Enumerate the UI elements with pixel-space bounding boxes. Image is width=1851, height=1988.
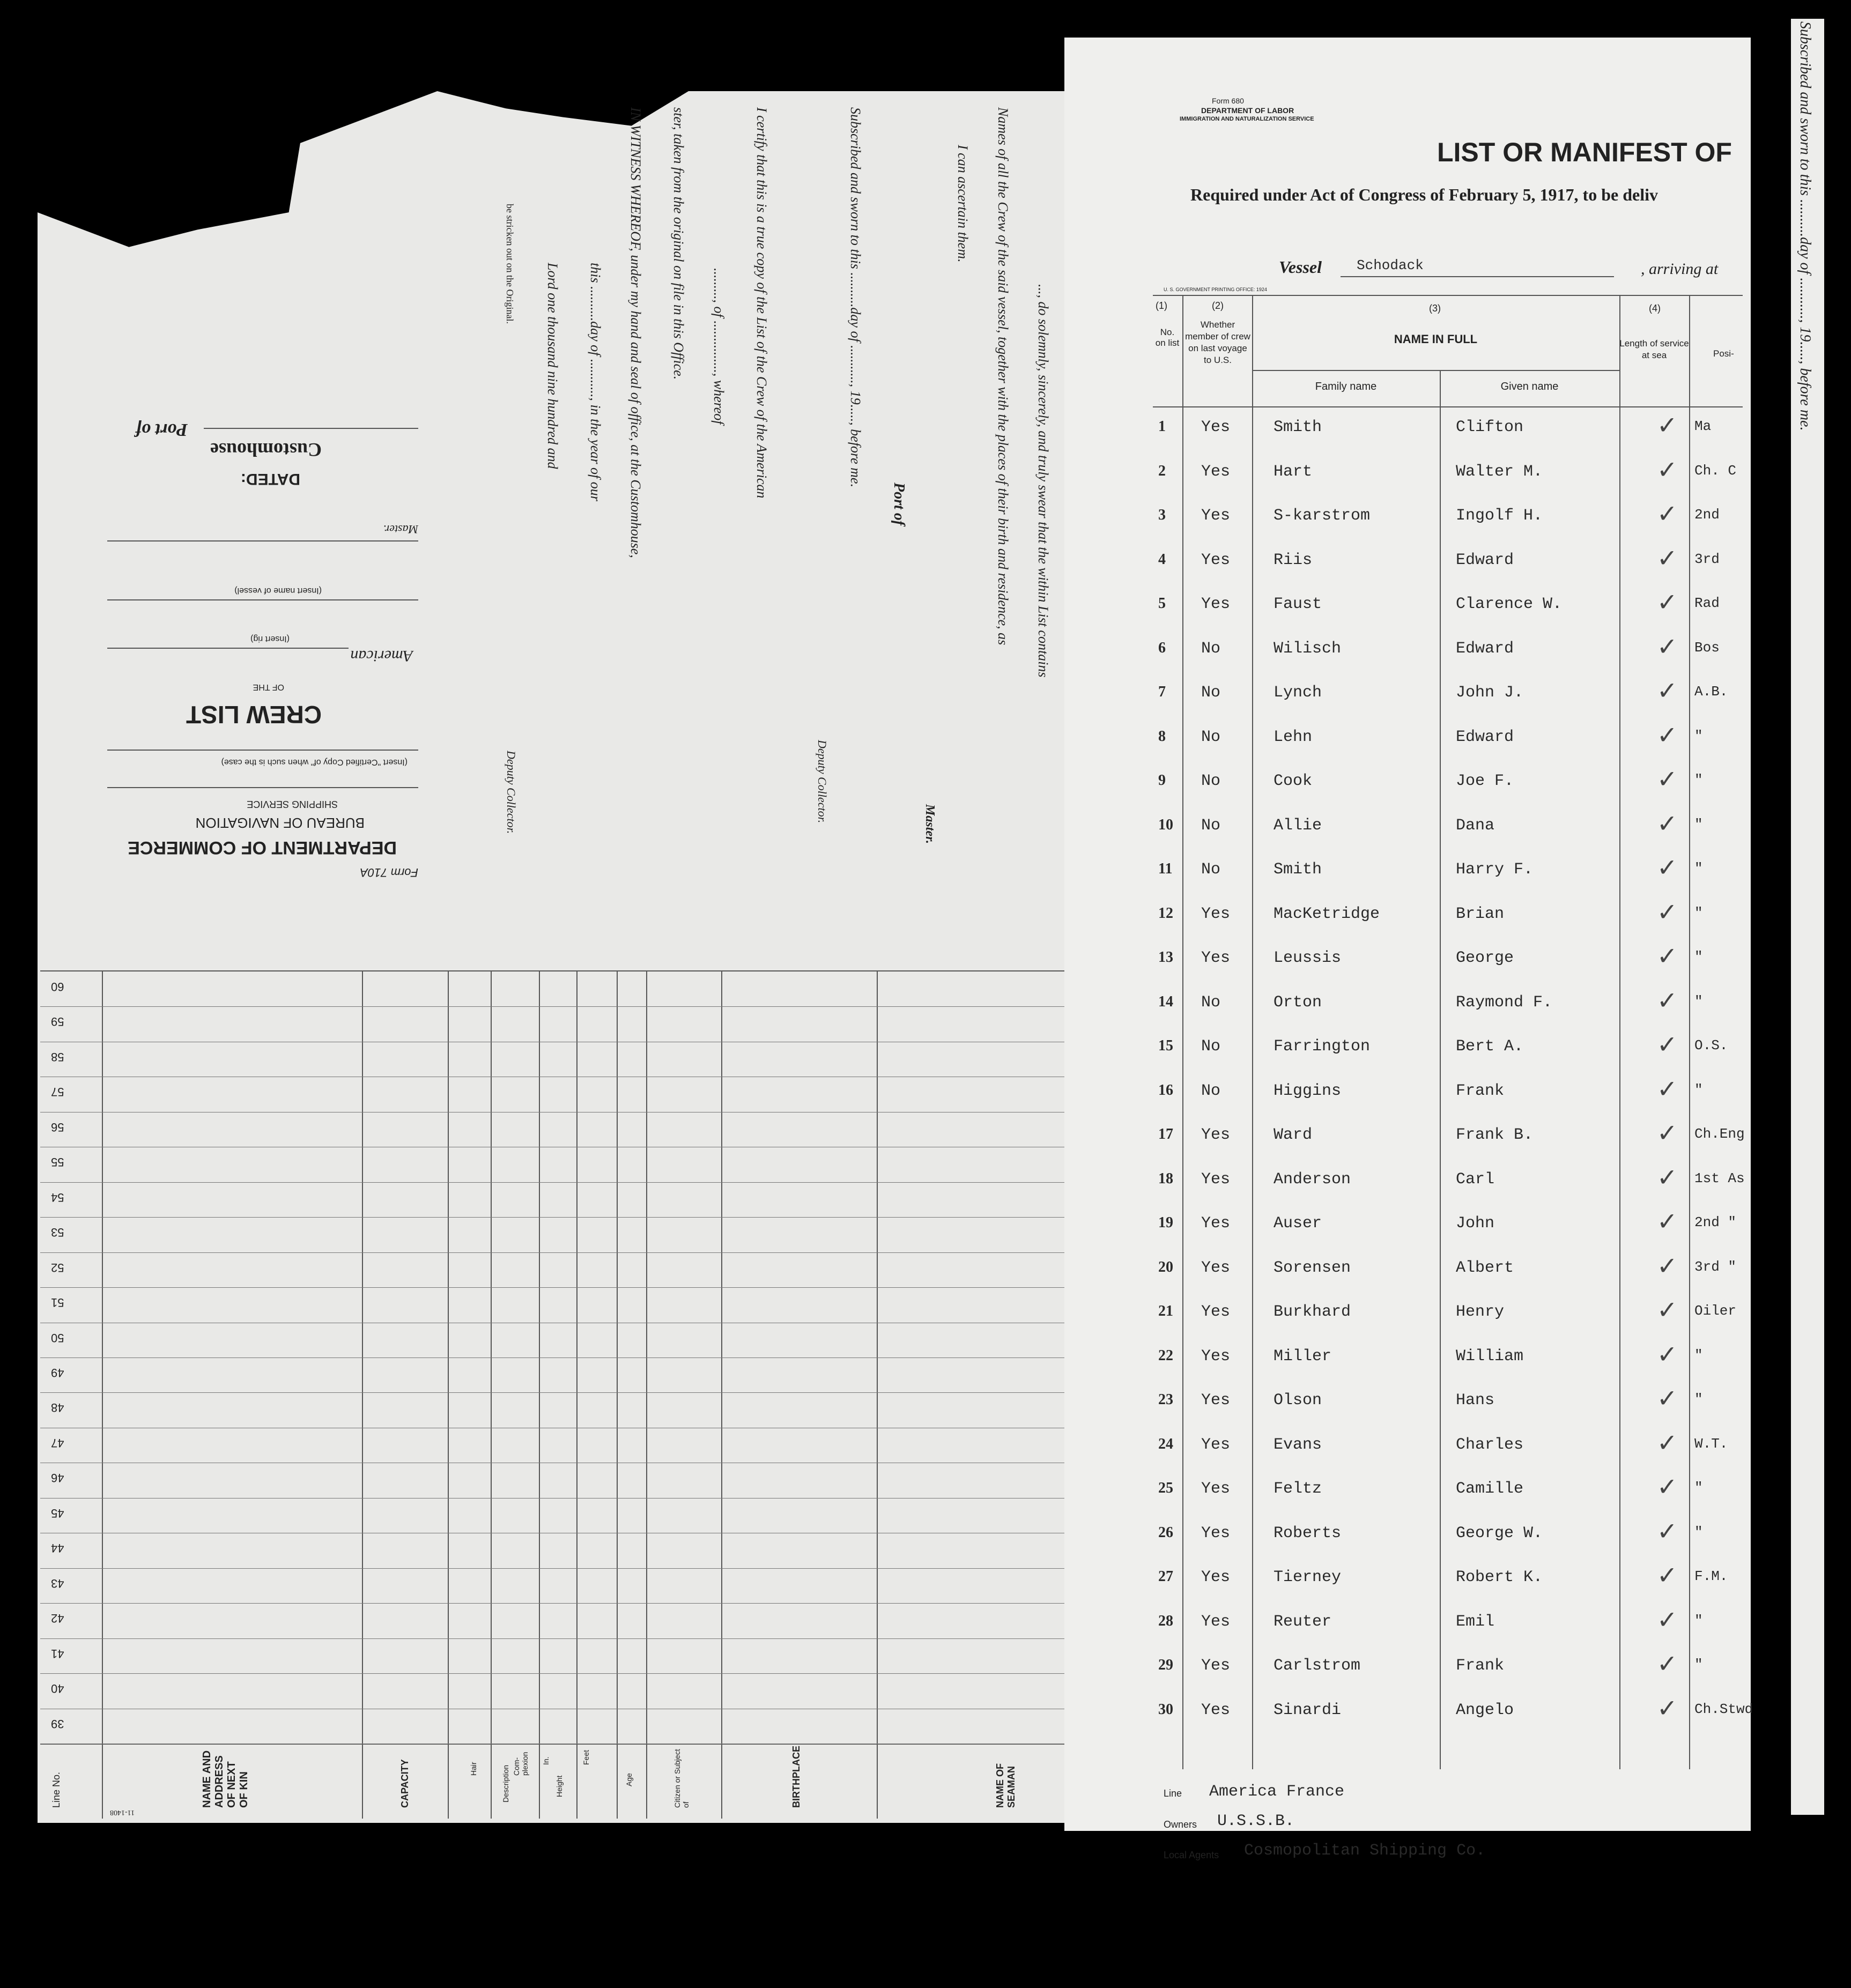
- row-given-name: Frank: [1456, 1082, 1505, 1100]
- row-family-name: Roberts: [1274, 1524, 1342, 1542]
- cert-line-5: ........., of ..............., whereof: [711, 268, 727, 425]
- manifest-title: LIST OR MANIFEST OF: [1437, 137, 1732, 167]
- checkmark-icon: ✓: [1657, 1030, 1678, 1059]
- hdr-feet: Feet: [582, 1749, 590, 1765]
- row-family-name: Farrington: [1274, 1037, 1371, 1056]
- row-position: Bos: [1694, 640, 1720, 656]
- row-given-name: Edward: [1456, 551, 1514, 569]
- left-line-number: 57: [51, 1085, 64, 1099]
- row-last-voyage: No: [1201, 684, 1221, 702]
- manifest-footer: [1158, 1775, 1748, 1860]
- cover-dated: DATED:: [240, 470, 300, 488]
- row-last-voyage: No: [1201, 640, 1221, 658]
- left-row-line: [40, 1006, 1145, 1007]
- row-number: 2: [1158, 463, 1166, 479]
- row-family-name: Wilisch: [1274, 640, 1342, 658]
- master-2: Master.: [923, 804, 937, 844]
- stricken-note: be stricken out on the Original.: [505, 204, 515, 324]
- left-line-number: 55: [51, 1155, 64, 1169]
- row-number: 9: [1158, 772, 1166, 789]
- row-given-name: Clifton: [1456, 418, 1524, 436]
- cover-master: Master.: [383, 523, 418, 536]
- row-number: 22: [1158, 1347, 1173, 1364]
- line-label: Line: [1164, 1788, 1182, 1799]
- row-number: 20: [1158, 1259, 1173, 1275]
- checkmark-icon: ✓: [1657, 632, 1678, 661]
- row-last-voyage: No: [1201, 772, 1221, 790]
- cover-insert-certified: (Insert "Certified Copy of" when such is the case): [221, 758, 408, 767]
- cert-line-3: IN WITNESS WHEREOF, under my hand and seal of office, at the Customhouse,: [628, 107, 643, 558]
- checkmark-icon: ✓: [1657, 1517, 1678, 1546]
- row-number: 6: [1158, 640, 1166, 656]
- left-row-line: [40, 1217, 1145, 1218]
- row-family-name: Smith: [1274, 418, 1322, 436]
- left-line-number: 51: [51, 1296, 64, 1309]
- row-given-name: John: [1456, 1214, 1495, 1233]
- row-family-name: Cook: [1274, 772, 1313, 790]
- row-family-name: Leussis: [1274, 949, 1342, 967]
- checkmark-icon: ✓: [1657, 1251, 1678, 1280]
- row-position: ": [1694, 772, 1703, 788]
- row-position: ": [1694, 1657, 1703, 1673]
- row-given-name: Albert: [1456, 1259, 1514, 1277]
- row-family-name: Carlstrom: [1274, 1657, 1361, 1675]
- left-row-line: [40, 1182, 1145, 1183]
- left-line-number: 40: [51, 1682, 64, 1695]
- row-given-name: Henry: [1456, 1303, 1505, 1321]
- left-line-number: 43: [51, 1577, 64, 1590]
- row-family-name: Higgins: [1274, 1082, 1342, 1100]
- row-given-name: Emil: [1456, 1613, 1495, 1631]
- row-given-name: Raymond F.: [1456, 993, 1553, 1012]
- row-family-name: Lehn: [1274, 728, 1313, 746]
- cert-line-6: I certify that this is a true copy of the List of the Crew of the American: [754, 107, 769, 499]
- col-given-name: Given name: [1500, 381, 1559, 392]
- owners-value: U.S.S.B.: [1217, 1812, 1295, 1830]
- row-number: 14: [1158, 993, 1173, 1010]
- left-line-number: 54: [51, 1191, 64, 1204]
- row-position: ": [1694, 728, 1703, 744]
- row-last-voyage: No: [1201, 728, 1221, 746]
- row-given-name: George W.: [1456, 1524, 1543, 1542]
- row-position: 2nd: [1694, 507, 1720, 523]
- left-line-number: 56: [51, 1121, 64, 1134]
- row-number: 12: [1158, 905, 1173, 922]
- cover-insert-name: (Insert name of vessel): [234, 586, 322, 595]
- row-last-voyage: Yes: [1201, 1436, 1231, 1454]
- left-row-line: [40, 1673, 1145, 1674]
- row-family-name: Miller: [1274, 1347, 1332, 1366]
- cover-crew-list: CREW LIST: [186, 701, 322, 729]
- vessel-name: Schodack: [1357, 257, 1424, 273]
- left-row-line: [40, 1252, 1145, 1253]
- manifest-table: [1153, 295, 1753, 1769]
- row-family-name: Riis: [1274, 551, 1313, 569]
- col-no-on-list: No. on list: [1155, 327, 1180, 348]
- row-number: 10: [1158, 817, 1173, 833]
- row-last-voyage: Yes: [1201, 551, 1231, 569]
- row-number: 15: [1158, 1037, 1173, 1054]
- checkmark-icon: ✓: [1657, 765, 1678, 793]
- manifest-immigration: IMMIGRATION AND NATURALIZATION SERVICE: [1180, 116, 1314, 122]
- row-last-voyage: Yes: [1201, 1259, 1231, 1277]
- row-given-name: Frank B.: [1456, 1126, 1534, 1144]
- left-line-number: 45: [51, 1507, 64, 1520]
- col-num-4: (4): [1649, 303, 1661, 314]
- row-position: ": [1694, 905, 1703, 921]
- col-position: Posi-: [1713, 348, 1734, 359]
- row-number: 4: [1158, 551, 1166, 568]
- row-last-voyage: Yes: [1201, 1613, 1231, 1631]
- row-family-name: Sorensen: [1274, 1259, 1351, 1277]
- row-given-name: Harry F.: [1456, 861, 1534, 879]
- col-whether: Whether member of crew on last voyage to U.S.: [1185, 320, 1250, 365]
- row-given-name: Ingolf H.: [1456, 507, 1543, 525]
- manifest-header: [1180, 97, 1759, 279]
- manifest-form-no: Form 680: [1212, 97, 1244, 105]
- hdr-capacity: CAPACITY: [399, 1759, 410, 1808]
- row-number: 25: [1158, 1480, 1173, 1496]
- row-last-voyage: Yes: [1201, 1568, 1231, 1586]
- checkmark-icon: ✓: [1657, 1428, 1678, 1457]
- row-given-name: Robert K.: [1456, 1568, 1543, 1586]
- row-last-voyage: Yes: [1201, 1657, 1231, 1675]
- row-last-voyage: Yes: [1201, 1347, 1231, 1366]
- row-last-voyage: Yes: [1201, 1701, 1231, 1719]
- row-position: ": [1694, 861, 1703, 877]
- row-position: ": [1694, 1524, 1703, 1540]
- row-last-voyage: No: [1201, 817, 1221, 835]
- row-last-voyage: Yes: [1201, 595, 1231, 613]
- col-num-3: (3): [1429, 303, 1441, 314]
- checkmark-icon: ✓: [1657, 986, 1678, 1015]
- row-number: 17: [1158, 1126, 1173, 1143]
- cert-line-2: this ..........day of ..........., in the year of our: [588, 263, 603, 501]
- row-given-name: Brian: [1456, 905, 1505, 923]
- row-given-name: William: [1456, 1347, 1524, 1366]
- row-position: Ma: [1694, 418, 1712, 434]
- col-num-1: (1): [1156, 300, 1167, 311]
- row-last-voyage: No: [1201, 993, 1221, 1012]
- port-of-2: Port of: [891, 483, 907, 526]
- checkmark-icon: ✓: [1657, 941, 1678, 970]
- crew-list-cover: [80, 204, 429, 879]
- row-number: 28: [1158, 1613, 1173, 1629]
- cover-department: DEPARTMENT OF COMMERCE: [128, 837, 397, 858]
- hdr-inches: In.: [542, 1756, 550, 1765]
- gpo-line: U. S. GOVERNMENT PRINTING OFFICE: 1924: [1164, 287, 1267, 292]
- row-family-name: Faust: [1274, 595, 1322, 613]
- row-position: ": [1694, 817, 1703, 833]
- checkmark-icon: ✓: [1657, 853, 1678, 882]
- row-last-voyage: Yes: [1201, 463, 1231, 481]
- row-position: Ch.Stwd: [1694, 1701, 1753, 1717]
- checkmark-icon: ✓: [1657, 809, 1678, 838]
- row-family-name: Smith: [1274, 861, 1322, 879]
- row-given-name: Frank: [1456, 1657, 1505, 1675]
- row-position: Ch. C: [1694, 463, 1737, 479]
- row-position: ": [1694, 1082, 1703, 1098]
- row-family-name: S-karstrom: [1274, 507, 1371, 525]
- left-row-line: [40, 1287, 1145, 1288]
- row-family-name: Allie: [1274, 817, 1322, 835]
- row-given-name: Clarence W.: [1456, 595, 1563, 613]
- row-last-voyage: Yes: [1201, 507, 1231, 525]
- left-line-number: 39: [51, 1717, 64, 1731]
- left-line-number: 44: [51, 1541, 64, 1555]
- hdr-hair: Hair: [469, 1762, 478, 1776]
- cert-line-1: Lord one thousand nine hundred and: [545, 263, 560, 469]
- deputy-collector-2: Deputy Collector.: [816, 740, 829, 824]
- checkmark-icon: ✓: [1657, 1694, 1678, 1723]
- row-position: ": [1694, 1480, 1703, 1496]
- row-given-name: Hans: [1456, 1391, 1495, 1410]
- hdr-age: Age: [625, 1773, 633, 1786]
- row-position: 3rd ": [1694, 1259, 1737, 1275]
- row-position: ": [1694, 1347, 1703, 1363]
- checkmark-icon: ✓: [1657, 1207, 1678, 1236]
- checkmark-icon: ✓: [1657, 897, 1678, 926]
- deputy-collector-1: Deputy Collector.: [505, 751, 518, 834]
- line-value: America France: [1209, 1783, 1345, 1801]
- row-last-voyage: Yes: [1201, 1391, 1231, 1410]
- row-family-name: Olson: [1274, 1391, 1322, 1410]
- left-row-line: [40, 1568, 1145, 1569]
- left-row-line: [40, 1638, 1145, 1639]
- left-row-line: [40, 1603, 1145, 1604]
- row-family-name: MacKetridge: [1274, 905, 1380, 923]
- checkmark-icon: ✓: [1657, 721, 1678, 750]
- hdr-complexion: Com-plexion: [512, 1752, 529, 1776]
- left-line-number: 41: [51, 1647, 64, 1660]
- row-given-name: Joe F.: [1456, 772, 1514, 790]
- row-last-voyage: Yes: [1201, 1170, 1231, 1189]
- row-family-name: Evans: [1274, 1436, 1322, 1454]
- left-line-number: 50: [51, 1331, 64, 1345]
- row-last-voyage: No: [1201, 1082, 1221, 1100]
- left-line-number: 46: [51, 1471, 64, 1485]
- hdr-citizen: Citizen or Subject of: [673, 1749, 690, 1808]
- oath-line-1: I can ascertain them.: [955, 145, 971, 263]
- col-length-service: Length of service at sea: [1619, 338, 1689, 360]
- row-number: 26: [1158, 1524, 1173, 1541]
- row-last-voyage: Yes: [1201, 1126, 1231, 1144]
- row-position: Oiler: [1694, 1303, 1737, 1319]
- row-given-name: Edward: [1456, 728, 1514, 746]
- row-number: 21: [1158, 1303, 1173, 1319]
- row-given-name: Walter M.: [1456, 463, 1543, 481]
- checkmark-icon: ✓: [1657, 1074, 1678, 1103]
- row-family-name: Orton: [1274, 993, 1322, 1012]
- row-family-name: Anderson: [1274, 1170, 1351, 1189]
- row-family-name: Lynch: [1274, 684, 1322, 702]
- cover-of-the: OF THE: [253, 683, 284, 692]
- row-number: 13: [1158, 949, 1173, 966]
- row-position: A.B.: [1694, 684, 1728, 700]
- row-family-name: Ward: [1274, 1126, 1313, 1144]
- left-line-number: 60: [51, 980, 64, 993]
- cover-american: American: [350, 647, 413, 665]
- checkmark-icon: ✓: [1657, 411, 1678, 440]
- row-last-voyage: Yes: [1201, 418, 1231, 436]
- row-given-name: Angelo: [1456, 1701, 1514, 1719]
- row-position: ": [1694, 993, 1703, 1010]
- row-given-name: Bert A.: [1456, 1037, 1524, 1056]
- checkmark-icon: ✓: [1657, 1472, 1678, 1501]
- left-line-number: 47: [51, 1436, 64, 1450]
- checkmark-icon: ✓: [1657, 1384, 1678, 1413]
- cover-insert-rig: (Insert rig): [250, 634, 290, 643]
- row-last-voyage: No: [1201, 861, 1221, 879]
- row-family-name: Auser: [1274, 1214, 1322, 1233]
- row-family-name: Hart: [1274, 463, 1313, 481]
- checkmark-icon: ✓: [1657, 676, 1678, 705]
- row-last-voyage: Yes: [1201, 1214, 1231, 1233]
- row-family-name: Reuter: [1274, 1613, 1332, 1631]
- row-position: Rad: [1694, 595, 1720, 611]
- row-number: 16: [1158, 1082, 1173, 1099]
- cover-customhouse: Customhouse: [210, 439, 322, 461]
- col-num-2: (2): [1212, 300, 1224, 311]
- row-position: ": [1694, 1391, 1703, 1407]
- row-number: 23: [1158, 1391, 1173, 1408]
- row-number: 1: [1158, 418, 1166, 435]
- row-position: 3rd: [1694, 551, 1720, 567]
- checkmark-icon: ✓: [1657, 1561, 1678, 1590]
- row-position: W.T.: [1694, 1436, 1728, 1452]
- crew-list-table: [40, 970, 1145, 1819]
- row-last-voyage: Yes: [1201, 1524, 1231, 1542]
- row-given-name: John J.: [1456, 684, 1524, 702]
- row-family-name: Tierney: [1274, 1568, 1342, 1586]
- row-last-voyage: No: [1201, 1037, 1221, 1056]
- cert-line-4: ster, taken from the original on file in this Office.: [671, 107, 686, 380]
- row-family-name: Sinardi: [1274, 1701, 1342, 1719]
- arriving-at: , arriving at: [1641, 260, 1719, 278]
- vessel-label: Vessel: [1279, 257, 1322, 277]
- left-line-number: 58: [51, 1050, 64, 1064]
- checkmark-icon: ✓: [1657, 544, 1678, 573]
- row-number: 30: [1158, 1701, 1173, 1718]
- hdr-next-of-kin: NAME AND ADDRESS OF NEXT OF KIN: [201, 1750, 250, 1808]
- checkmark-icon: ✓: [1657, 455, 1678, 484]
- manifest-dept-labor: DEPARTMENT OF LABOR: [1201, 106, 1294, 115]
- row-number: 5: [1158, 595, 1166, 612]
- row-family-name: Feltz: [1274, 1480, 1322, 1498]
- hdr-height: Height: [555, 1775, 564, 1797]
- checkmark-icon: ✓: [1657, 499, 1678, 528]
- checkmark-icon: ✓: [1657, 1649, 1678, 1678]
- subscribed-line: Subscribed and sworn to this ..........day of ..........., 19....., before me.: [848, 107, 863, 487]
- oath-line-2: Names of all the Crew of the said vessel, together with the places of their birth and residence, as: [995, 107, 1011, 646]
- cover-shipping-service: SHIPPING SERVICE: [247, 799, 338, 810]
- left-line-number: 48: [51, 1401, 64, 1414]
- row-position: 1st As: [1694, 1170, 1745, 1186]
- row-last-voyage: Yes: [1201, 1480, 1231, 1498]
- owners-label: Owners: [1164, 1819, 1197, 1830]
- row-number: 8: [1158, 728, 1166, 745]
- hdr-name-seaman: NAME OF SEAMAN: [995, 1763, 1017, 1808]
- row-number: 7: [1158, 684, 1166, 700]
- row-position: O.S.: [1694, 1037, 1728, 1054]
- cover-form-no: Form 710A: [360, 866, 418, 879]
- left-row-line: [40, 1392, 1145, 1393]
- row-number: 11: [1158, 861, 1173, 877]
- left-line-number: 53: [51, 1226, 64, 1239]
- row-last-voyage: Yes: [1201, 905, 1231, 923]
- left-row-line: [40, 1498, 1145, 1499]
- row-family-name: Burkhard: [1274, 1303, 1351, 1321]
- hdr-line-no: Line No.: [51, 1771, 62, 1808]
- checkmark-icon: ✓: [1657, 588, 1678, 617]
- col-family-name: Family name: [1315, 381, 1377, 392]
- agents-value: Cosmopolitan Shipping Co.: [1244, 1842, 1486, 1860]
- row-position: F.M.: [1694, 1568, 1728, 1584]
- row-given-name: George: [1456, 949, 1514, 967]
- oath-line-3: ..., do solemnly, sincerely, and truly swear that the within List contains: [1035, 284, 1051, 678]
- left-line-number: 59: [51, 1015, 64, 1028]
- row-given-name: Dana: [1456, 817, 1495, 835]
- row-position: ": [1694, 1613, 1703, 1629]
- cover-bureau: BUREAU OF NAVIGATION: [195, 815, 365, 831]
- cover-port-of: Port of: [135, 420, 188, 440]
- row-given-name: Charles: [1456, 1436, 1524, 1454]
- row-given-name: Edward: [1456, 640, 1514, 658]
- manifest-subtitle: Required under Act of Congress of February 5, 1917, to be deliv: [1190, 185, 1658, 204]
- col-name-in-full: NAME IN FULL: [1394, 332, 1478, 346]
- print-code: 11-1408: [110, 1808, 135, 1816]
- row-number: 19: [1158, 1214, 1173, 1231]
- row-given-name: Carl: [1456, 1170, 1495, 1189]
- row-position: ": [1694, 949, 1703, 965]
- checkmark-icon: ✓: [1657, 1163, 1678, 1192]
- row-number: 29: [1158, 1657, 1173, 1673]
- left-line-number: 49: [51, 1366, 64, 1379]
- row-number: 3: [1158, 507, 1166, 523]
- checkmark-icon: ✓: [1657, 1118, 1678, 1147]
- left-line-number: 52: [51, 1261, 64, 1274]
- row-last-voyage: Yes: [1201, 1303, 1231, 1321]
- row-position: 2nd ": [1694, 1214, 1737, 1230]
- strip-subscribed: Subscribed and sworn to this ..........day of ..........., 19....., before me.: [1797, 21, 1813, 431]
- row-last-voyage: Yes: [1201, 949, 1231, 967]
- checkmark-icon: ✓: [1657, 1605, 1678, 1634]
- agents-label: Local Agents: [1164, 1850, 1219, 1860]
- row-number: 18: [1158, 1170, 1173, 1187]
- row-given-name: Camille: [1456, 1480, 1524, 1498]
- row-number: 24: [1158, 1436, 1173, 1452]
- checkmark-icon: ✓: [1657, 1340, 1678, 1369]
- row-position: Ch.Eng: [1694, 1126, 1745, 1142]
- row-number: 27: [1158, 1568, 1173, 1585]
- hdr-birthplace: BIRTHPLACE: [791, 1746, 802, 1808]
- certification-block: [493, 107, 1137, 944]
- left-line-number: 42: [51, 1612, 64, 1625]
- checkmark-icon: ✓: [1657, 1295, 1678, 1324]
- hdr-description: Description: [501, 1764, 510, 1802]
